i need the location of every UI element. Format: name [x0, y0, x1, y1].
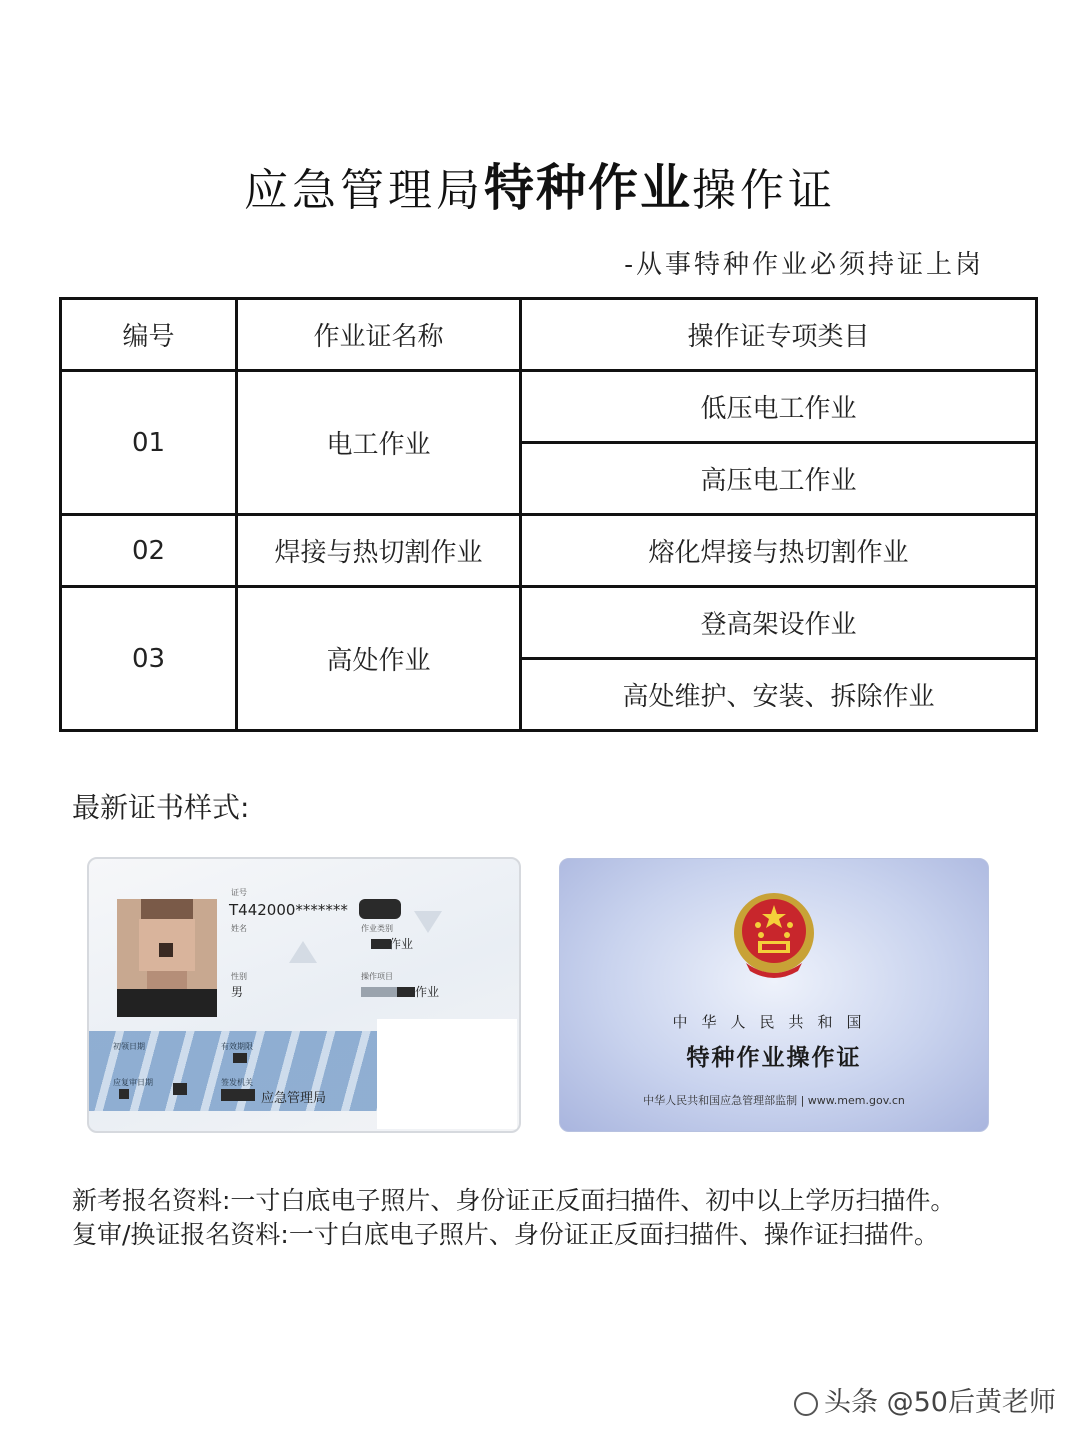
- cert-no: T442000*******: [229, 901, 348, 919]
- cell-category: 高压电工作业: [521, 443, 1037, 515]
- cell-name: 高处作业: [237, 587, 521, 731]
- cell-category: 低压电工作业: [521, 371, 1037, 443]
- redaction-blot: [173, 1083, 187, 1095]
- table-row: [61, 587, 1037, 659]
- certificate-card-back: [559, 858, 989, 1132]
- first-date-label: 初领日期: [113, 1042, 145, 1051]
- cell-name: 电工作业: [237, 371, 521, 515]
- triangle-pattern: [289, 941, 317, 963]
- cert-no-label: 证号: [231, 888, 247, 897]
- watermark-text: 头条 @50后黄老师: [824, 1387, 1056, 1418]
- table-row: [61, 371, 1037, 443]
- category-label: 作业类别: [361, 924, 393, 933]
- redaction-blot: [397, 987, 415, 997]
- redaction-blot: [221, 1089, 255, 1101]
- brand-icon: [794, 1392, 818, 1416]
- cell-category: 熔化焊接与热切割作业: [521, 515, 1037, 587]
- project-label: 操作项目: [361, 972, 393, 981]
- title-suffix: 操作证: [692, 165, 836, 216]
- certificate-style-label: 最新证书样式:: [72, 791, 250, 824]
- gender-label: 性别: [231, 972, 247, 981]
- holder-photo: [117, 899, 217, 1017]
- cell-number: 03: [61, 587, 237, 731]
- new-exam-note: 新考报名资料:一寸白底电子照片、身份证正反面扫描件、初中以上学历扫描件。: [72, 1186, 956, 1215]
- redaction-blot: [361, 987, 397, 997]
- certificate-table: [59, 297, 1038, 732]
- cell-number: 01: [61, 371, 237, 515]
- page-title: [0, 148, 1080, 220]
- registration-notes: [72, 1184, 955, 1252]
- issuer-label: 签发机关: [221, 1078, 253, 1087]
- renewal-note: 复审/换证报名资料:一寸白底电子照片、身份证正反面扫描件、操作证扫描件。: [72, 1220, 939, 1249]
- redaction-blot: [233, 1053, 247, 1063]
- table-header-row: [61, 299, 1037, 371]
- title-emphasis: 特种作业: [484, 159, 692, 217]
- cell-category: 登高架设作业: [521, 587, 1037, 659]
- redaction-blot: [371, 939, 391, 949]
- category-value: 作业: [389, 937, 414, 951]
- issuer-value: 应急管理局: [261, 1091, 327, 1106]
- redaction-block: [377, 1019, 517, 1129]
- certificate-card-front: [87, 857, 521, 1133]
- redaction-blot: [359, 899, 401, 919]
- page-subtitle: -从事特种作业必须持证上岗: [624, 250, 984, 280]
- redaction-blot: [119, 1089, 129, 1099]
- issuer-footer: 中华人民共和国应急管理部监制 | www.mem.gov.cn: [643, 1094, 905, 1107]
- header-cell-category: 操作证专项类目: [521, 299, 1037, 371]
- cell-name: 焊接与热切割作业: [237, 515, 521, 587]
- valid-period-label: 有效期限: [221, 1042, 253, 1051]
- country-name: 中华人民共和国: [672, 1013, 876, 1031]
- project-value: 作业: [415, 985, 440, 999]
- cell-number: 02: [61, 515, 237, 587]
- watermark: [794, 1380, 1056, 1419]
- header-cell-number: 编号: [61, 299, 237, 371]
- table-row: [61, 515, 1037, 587]
- national-emblem-icon: [728, 891, 820, 983]
- title-prefix: 应急管理局: [244, 165, 484, 216]
- review-date-label: 应复审日期: [113, 1078, 153, 1087]
- header-cell-name: 作业证名称: [237, 299, 521, 371]
- name-label: 姓名: [231, 924, 247, 933]
- gender-value: 男: [231, 985, 244, 999]
- cell-category: 高处维护、安装、拆除作业: [521, 659, 1037, 731]
- triangle-pattern: [414, 911, 442, 933]
- certificate-title: 特种作业操作证: [686, 1045, 862, 1071]
